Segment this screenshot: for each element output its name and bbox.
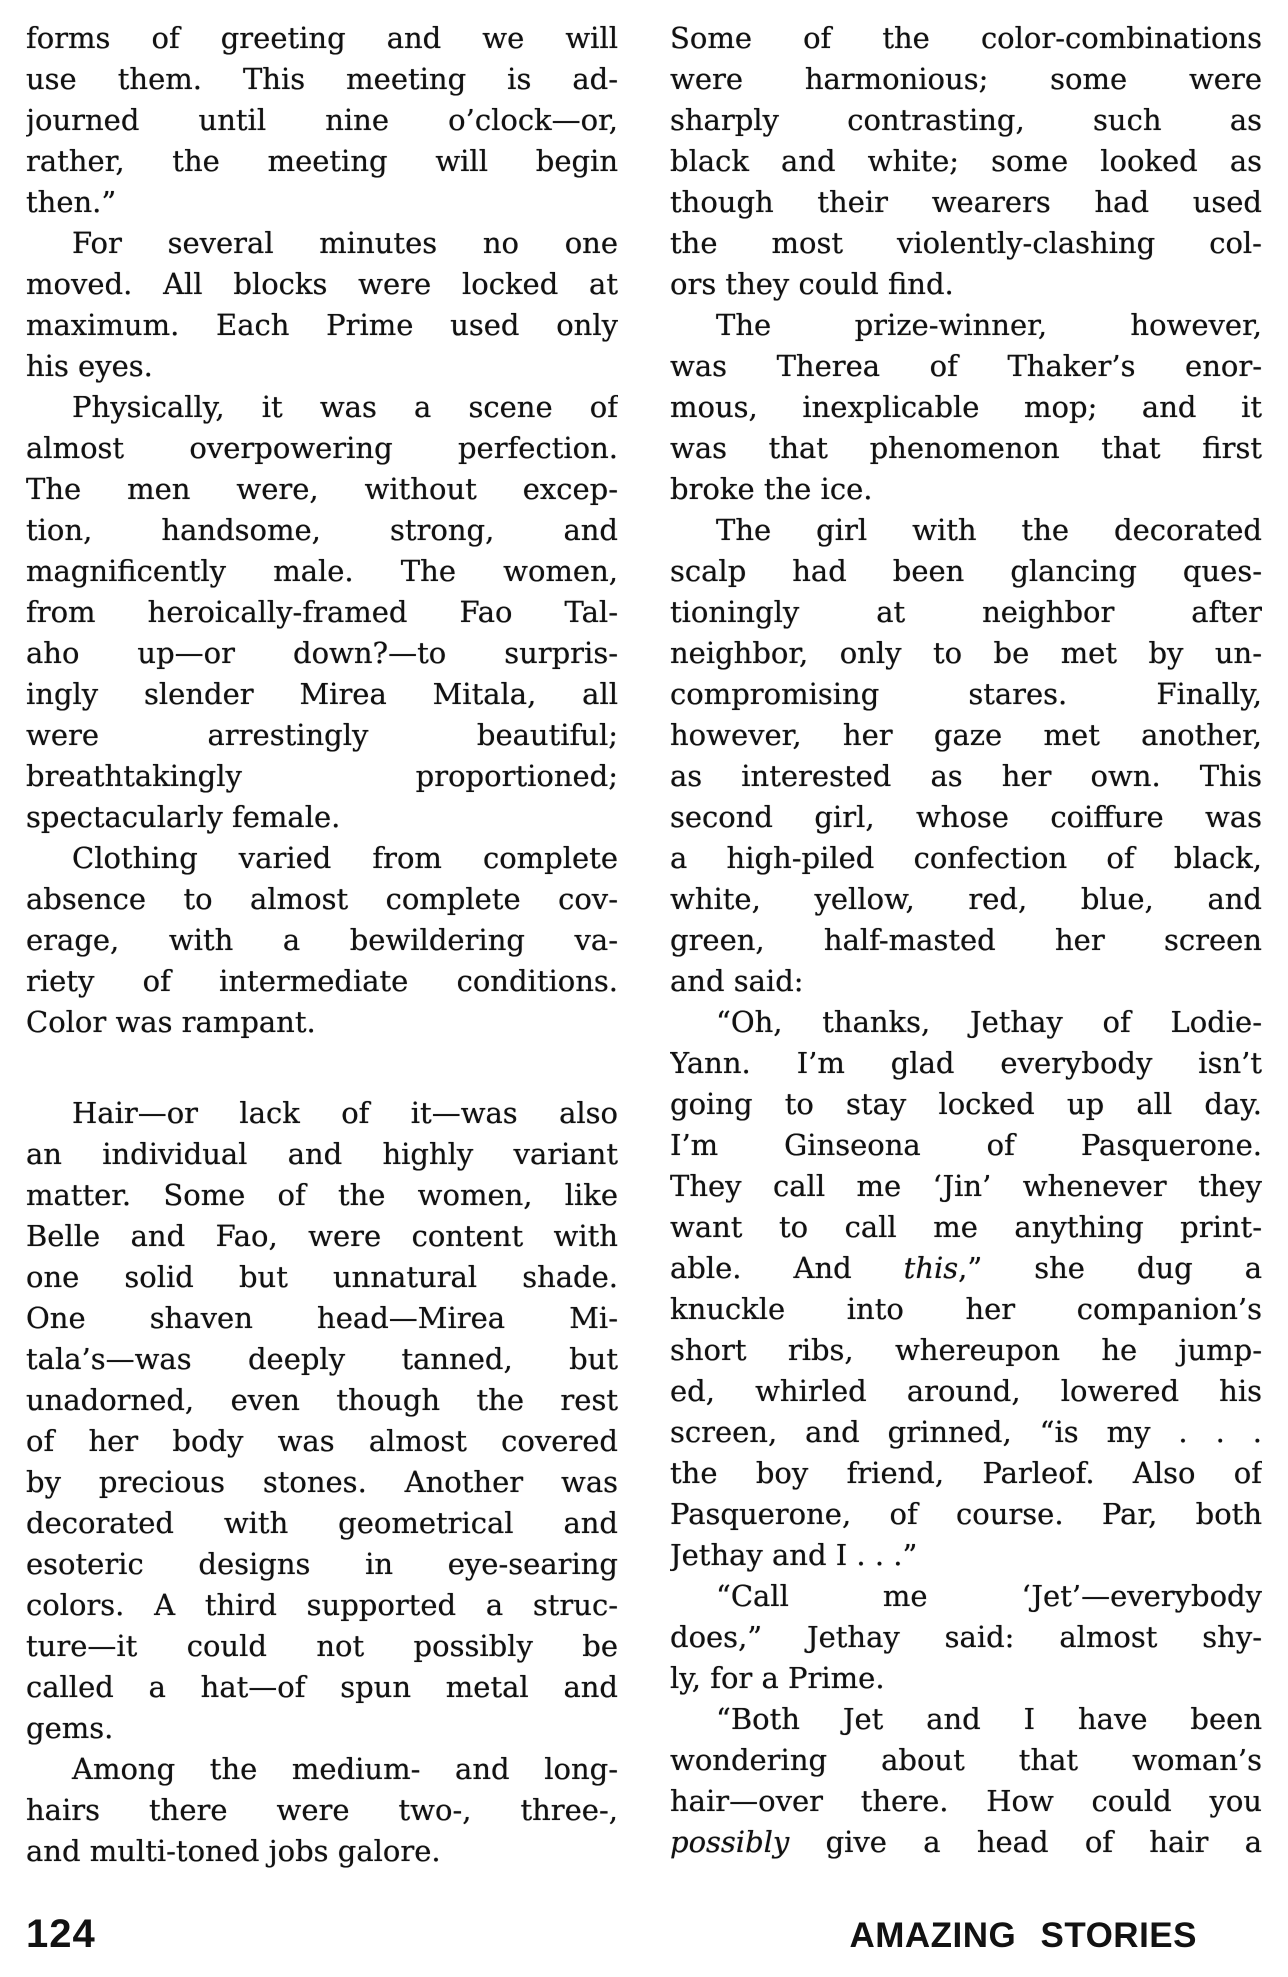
text-line: was Therea of Thaker’s enor-	[670, 349, 1262, 383]
text-line: “Both Jet and I have been	[716, 1702, 1262, 1736]
magazine-title: AMAZING STORIES	[849, 1916, 1197, 1955]
text-line: able. And this,” she dug a	[670, 1251, 1262, 1285]
paragraph	[26, 18, 618, 223]
paragraph	[26, 387, 618, 838]
text-line: moved. All blocks were locked at	[26, 267, 618, 301]
text-line: an individual and highly variant	[26, 1137, 618, 1171]
text-line: maximum. Each Prime used only	[26, 308, 618, 342]
text-line: rather, the meeting will begin	[26, 144, 618, 178]
text-line: screen, and grinned, “is my . . .	[670, 1415, 1262, 1449]
paragraph	[670, 18, 1262, 305]
text-line: They call me ‘Jin’ whenever they	[670, 1169, 1262, 1203]
text-line: tioningly at neighbor after	[670, 595, 1262, 629]
text-line: Hair—or lack of it—was also	[72, 1096, 618, 1130]
text-line: Jethay and I . . .”	[670, 1538, 918, 1572]
text-line: ly, for a Prime.	[670, 1661, 885, 1695]
text-line: hair—over there. How could you	[670, 1784, 1262, 1818]
text-line: and said:	[670, 964, 804, 998]
text-line: though their wearers had used	[670, 185, 1262, 219]
text-line: Among the medium- and long-	[72, 1752, 618, 1786]
text-line: The men were, without excep-	[26, 472, 618, 506]
text-line: “Call me ‘Jet’—everybody	[716, 1579, 1262, 1613]
text-line: compromising stares. Finally,	[670, 677, 1262, 711]
text-line: a high-piled confection of black,	[670, 841, 1262, 875]
text-line: however, her gaze met another,	[670, 718, 1262, 752]
text-line: white, yellow, red, blue, and	[670, 882, 1262, 916]
paragraph	[26, 223, 618, 387]
paragraph	[26, 1093, 618, 1749]
text-line: tala’s—was deeply tanned, but	[26, 1342, 618, 1376]
text-line: Belle and Fao, were content with	[26, 1219, 618, 1253]
text-line: aho up—or down?—to surpris-	[26, 636, 618, 670]
text-line: and multi-toned jobs galore.	[26, 1834, 441, 1868]
paragraph	[670, 510, 1262, 1002]
text-line: esoteric designs in eye-searing	[26, 1547, 618, 1581]
text-line: green, half-masted her screen	[670, 923, 1262, 957]
text-line: short ribs, whereupon he jump-	[670, 1333, 1262, 1367]
text-line: Color was rampant.	[26, 1005, 316, 1039]
text-line: hairs there were two-, three-,	[26, 1793, 618, 1827]
text-line: One shaven head—Mirea Mi-	[26, 1301, 618, 1335]
text-line: For several minutes no one	[72, 226, 618, 260]
text-line: knuckle into her companion’s	[670, 1292, 1262, 1326]
text-columns	[26, 18, 1262, 1872]
text-line: sharply contrasting, such as	[670, 103, 1262, 137]
text-line: by precious stones. Another was	[26, 1465, 618, 1499]
text-line: use them. This meeting is ad-	[26, 62, 618, 96]
paragraph	[26, 1749, 618, 1872]
text-line: possibly give a head of hair a	[670, 1825, 1262, 1859]
text-line: were harmonious; some were	[670, 62, 1262, 96]
text-line: ed, whirled around, lowered his	[670, 1374, 1262, 1408]
text-line: want to call me anything print-	[670, 1210, 1262, 1244]
text-line: ture—it could not possibly be	[26, 1629, 618, 1663]
paragraph	[670, 1576, 1262, 1699]
text-line: The girl with the decorated	[716, 513, 1262, 547]
page-number: 124	[26, 1912, 96, 1956]
text-line: Clothing varied from complete	[72, 841, 618, 875]
text-line: magnificently male. The women,	[26, 554, 618, 588]
text-line: the boy friend, Parleof. Also of	[670, 1456, 1262, 1490]
paragraph	[670, 305, 1262, 510]
left-column	[26, 18, 618, 1872]
text-line: breathtakingly proportioned;	[26, 759, 618, 793]
text-line: ingly slender Mirea Mitala, all	[26, 677, 618, 711]
text-line: ors they could find.	[670, 267, 954, 301]
text-line: wondering about that woman’s	[670, 1743, 1262, 1777]
text-line: going to stay locked up all day.	[670, 1087, 1262, 1121]
paragraph	[26, 838, 618, 1043]
text-line: absence to almost complete cov-	[26, 882, 618, 916]
text-line: Pasquerone, of course. Par, both	[670, 1497, 1262, 1531]
text-line: second girl, whose coiffure was	[670, 800, 1262, 834]
text-line: called a hat—of spun metal and	[26, 1670, 618, 1704]
text-line: from heroically-framed Fao Tal-	[26, 595, 618, 629]
text-line: I’m Ginseona of Pasquerone.	[670, 1128, 1262, 1162]
text-line: as interested as her own. This	[670, 759, 1262, 793]
text-line: black and white; some looked as	[670, 144, 1262, 178]
text-line: one solid but unnatural shade.	[26, 1260, 618, 1294]
text-line: almost overpowering perfection.	[26, 431, 618, 465]
text-line: then.”	[26, 185, 117, 219]
text-line: matter. Some of the women, like	[26, 1178, 618, 1212]
text-line: colors. A third supported a struc-	[26, 1588, 618, 1622]
text-line: riety of intermediate conditions.	[26, 964, 618, 998]
text-line: broke the ice.	[670, 472, 873, 506]
text-line: Some of the color-combinations	[670, 21, 1262, 55]
paragraph	[670, 1699, 1262, 1863]
text-line: does,” Jethay said: almost shy-	[670, 1620, 1262, 1654]
text-line: erage, with a bewildering va-	[26, 923, 618, 957]
text-line: Physically, it was a scene of	[72, 390, 618, 424]
text-line: was that phenomenon that first	[670, 431, 1262, 465]
text-line: unadorned, even though the rest	[26, 1383, 618, 1417]
text-line: forms of greeting and we will	[26, 21, 618, 55]
text-line: Yann. I’m glad everybody isn’t	[670, 1046, 1262, 1080]
page-footer	[26, 1912, 1197, 1957]
text-line: scalp had been glancing ques-	[670, 554, 1262, 588]
text-line: The prize-winner, however,	[716, 308, 1262, 342]
text-line: “Oh, thanks, Jethay of Lodie-	[716, 1005, 1262, 1039]
text-line: decorated with geometrical and	[26, 1506, 618, 1540]
text-line: tion, handsome, strong, and	[26, 513, 618, 547]
text-line: the most violently-clashing col-	[670, 226, 1262, 260]
paragraph	[670, 1002, 1262, 1576]
text-line: mous, inexplicable mop; and it	[670, 390, 1262, 424]
text-line: gems.	[26, 1711, 114, 1745]
text-line: neighbor, only to be met by un-	[670, 636, 1262, 670]
text-line: his eyes.	[26, 349, 153, 383]
text-line: of her body was almost covered	[26, 1424, 618, 1458]
right-column	[670, 18, 1262, 1872]
text-line: spectacularly female.	[26, 800, 341, 834]
text-line: were arrestingly beautiful;	[26, 718, 618, 752]
text-line: journed until nine o’clock—or,	[26, 103, 618, 137]
